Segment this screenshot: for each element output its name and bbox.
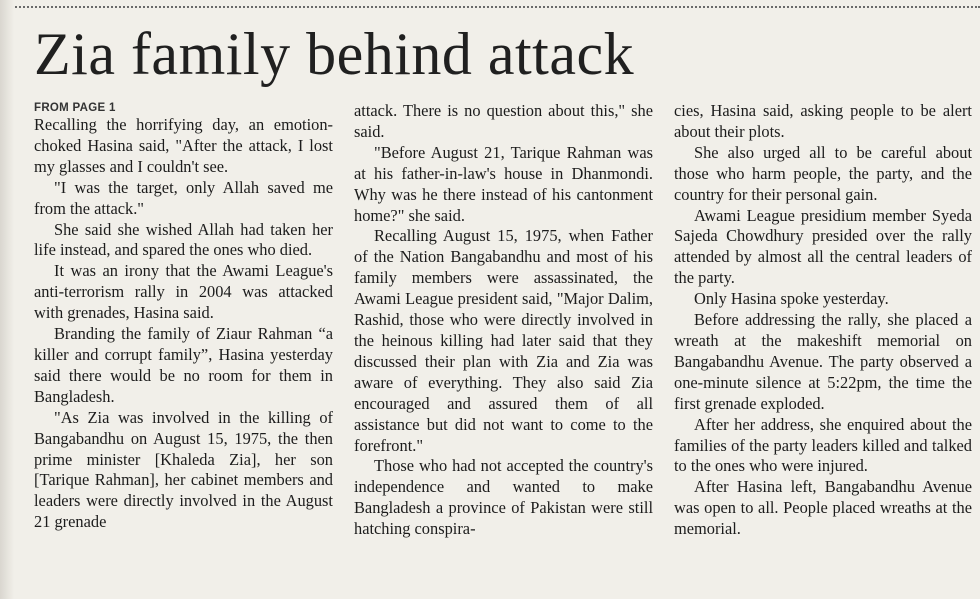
paragraph: Recalling the horrifying day, an emotion-choked Hasina said, "After the attack, I lost my glasses and I couldn't see.: [34, 115, 333, 176]
paragraph: Branding the family of Ziaur Rahman “a killer and corrupt family”, Hasina yesterday said there would be no room for them in Bangladesh.: [34, 324, 333, 406]
paragraph: Those who had not accepted the country's independence and wanted to make Bangladesh a province of Pakistan were still hatching conspira-: [354, 456, 653, 539]
paragraph: After her address, she enquired about the families of the party leaders killed and talked to the ones who were injured.: [674, 414, 972, 476]
paragraph: She also urged all to be careful about those who harm people, the party, and the country for their personal gain.: [674, 142, 972, 204]
paragraph: "As Zia was involved in the killing of Bangabandhu on August 15, 1975, the then prime minister [Khaleda Zia], her son [Tarique Rahman], her cabinet members and leaders were directly involved in the August 21 grenade: [34, 407, 333, 532]
article-column-1: [34, 101, 333, 599]
article-column-3: [674, 101, 972, 599]
article-column-2: [354, 101, 653, 599]
continuation-kicker: FROM PAGE 1: [34, 102, 116, 114]
paragraph: After Hasina left, Bangabandhu Avenue was open to all. People placed wreaths at the memorial.: [674, 477, 972, 539]
paragraph: Awami League presidium member Syeda Sajeda Chowdhury presided over the rally attended by almost all the central leaders of the party.: [674, 205, 972, 288]
paragraph: attack. There is no question about this," she said.: [354, 101, 653, 141]
paragraph: "I was the target, only Allah saved me from the attack.": [34, 177, 333, 218]
page-fold-shadow: [0, 0, 14, 599]
paragraph: Recalling August 15, 1975, when Father of the Nation Bangabandhu and most of his family members were assassinated, the Awami League president said, "Major Dalim, Rashid, those who were directly involved in the heinous killing had later said that they discussed their plan with Zia and Zia was aware of everything. They also said Zia encouraged and assured them of all assistance but did not want to come to the forefront.": [354, 226, 653, 455]
paragraph: It was an irony that the Awami League's anti-terrorism rally in 2004 was attacked with grenades, Hasina said.: [34, 261, 333, 323]
paragraph: Only Hasina spoke yesterday.: [694, 289, 889, 309]
top-dotted-rule: [0, 0, 980, 8]
paragraph: "Before August 21, Tarique Rahman was at his father-in-law's house in Dhanmondi. Why was he there instead of his cantonment home?" she said.: [354, 142, 653, 225]
paragraph: cies, Hasina said, asking people to be alert about their plots.: [674, 101, 972, 141]
headline: Zia family behind attack: [34, 21, 635, 87]
paragraph: Before addressing the rally, she placed a wreath at the makeshift memorial on Bangabandhu Avenue. The party observed a one-minute silence at 5:22pm, the time the first grenade exploded.: [674, 310, 972, 413]
paragraph: She said she wished Allah had taken her life instead, and spared the ones who died.: [34, 219, 333, 260]
